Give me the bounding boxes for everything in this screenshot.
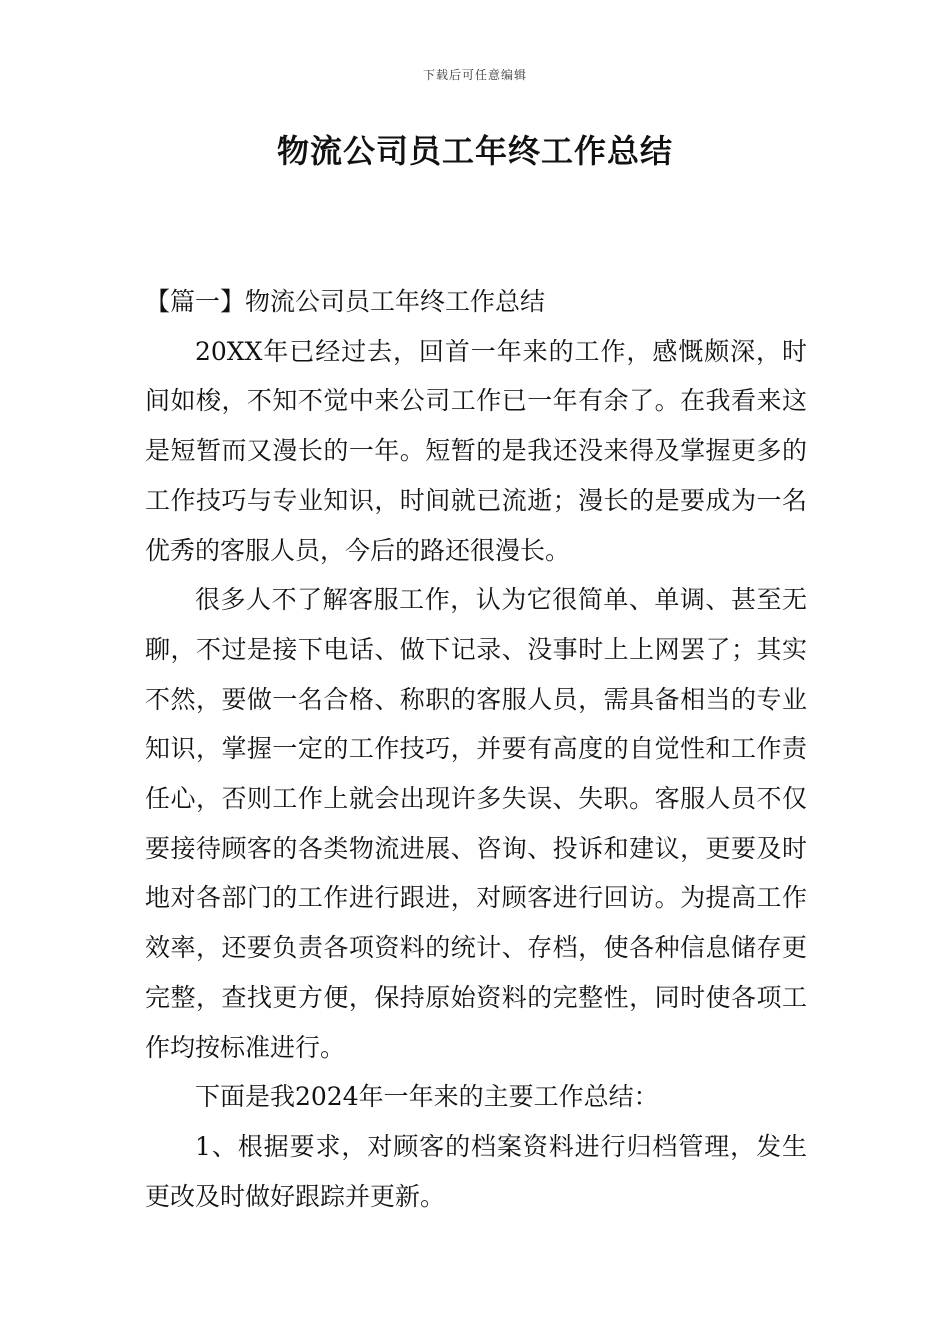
header-note: 下载后可任意编辑 bbox=[422, 68, 527, 82]
document-title: 物流公司员工年终工作总结 bbox=[276, 132, 673, 170]
paragraph-item-1: 1、根据要求，对顾客的档案资料进行归档管理，发生更改及时做好跟踪并更新。 bbox=[145, 1131, 807, 1211]
paragraph-customer-service: 很多人不了解客服工作，认为它很简单、单调、甚至无聊，不过是接下电话、做下记录、没事时上上网罢了；其实不然，要做一名合格、称职的客服人员，需具备相当的专业知识，掌握一定的工作技巧，并要有高度的自觉性和工作责任心，否则工作上就会出现许多失误、失职。客服人员不仅要接待顾客的各类物流进展、咨询、投诉和建议，更要及时地对各部门的工作进行跟进，对顾客进行回访。为提高工作效率，还要负责各项资料的统计、存档，使各种信息储存更完整，查找更方便，保持原始资料的完整性，同时使各项工作均按标准进行。 bbox=[145, 585, 807, 1062]
paragraph-intro: 20XX年已经过去，回首一年来的工作，感慨颇深，时间如梭，不知不觉中来公司工作已一年有余了。在我看来这是短暂而又漫长的一年。短暂的是我还没来得及掌握更多的工作技巧与专业知识，时间就已流逝；漫长的是要成为一名优秀的客服人员，今后的路还很漫长。 bbox=[145, 336, 807, 565]
paragraph-summary-lead: 下面是我2024年一年来的主要工作总结： bbox=[195, 1082, 659, 1112]
document-body bbox=[145, 277, 807, 1221]
section-heading: 【篇一】物流公司员工年终工作总结 bbox=[145, 287, 546, 316]
